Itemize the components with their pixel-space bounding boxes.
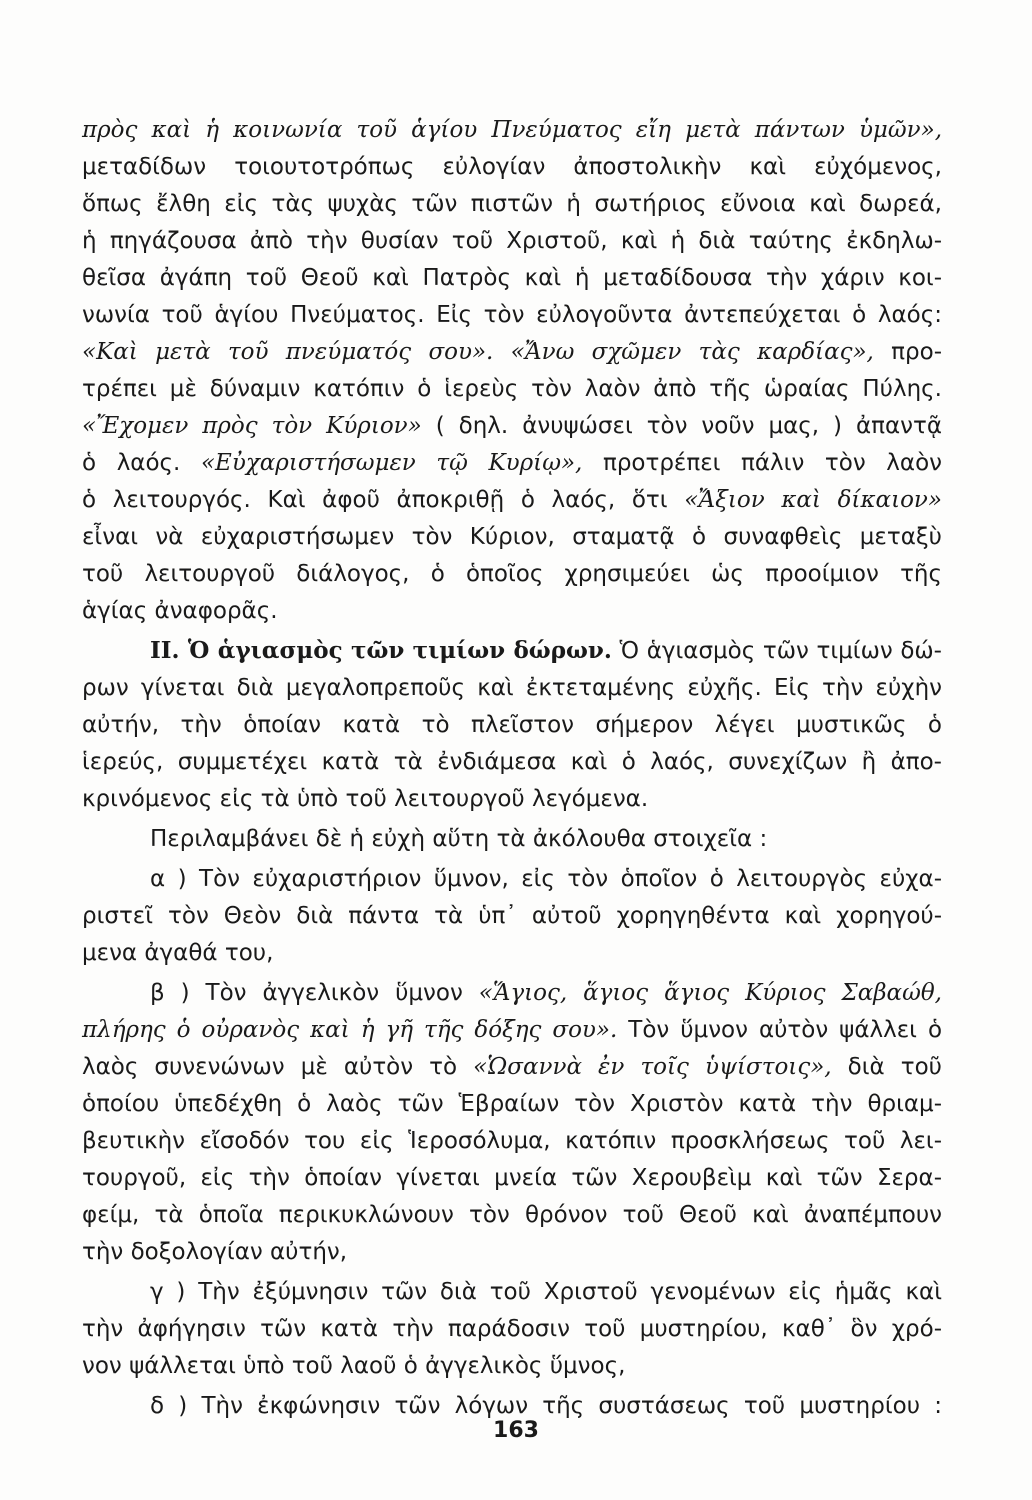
text-line: κρινόμενος εἰς τὰ ὑπὸ τοῦ λειτουργοῦ λεγόμενα. xyxy=(82,786,649,812)
text-line: βευτικὴν εἴσοδόν του εἰς Ἱεροσόλυμα, κατόπιν προσκλήσεως τοῦ λει- xyxy=(82,1128,942,1154)
text-line: αὐτήν, τὴν ὁποίαν κατὰ τὸ πλεῖστον σήμερον λέγει μυστικῶς ὁ xyxy=(82,712,942,738)
list-item-a: α ) Τὸν εὐχαριστήριον ὕμνον, εἰς τὸν ὁποῖον ὁ λειτουργὸς εὐχα- xyxy=(150,866,942,892)
list-item-c: γ ) Τὴν ἐξύμνησιν τῶν διὰ τοῦ Χριστοῦ γενομένων εἰς ἡμᾶς καὶ xyxy=(150,1279,942,1305)
text-line: ἡ πηγάζουσα ἀπὸ τὴν θυσίαν τοῦ Χριστοῦ, καὶ ἡ διὰ ταύτης ἐκδηλω- xyxy=(82,228,942,254)
text-line: ρων γίνεται διὰ μεγαλοπρεποῦς καὶ ἐκτεταμένης εὐχῆς. Εἰς τὴν εὐχὴν xyxy=(82,675,942,701)
text-line: ὁποίου ὑπεδέχθη ὁ λαὸς τῶν Ἑβραίων τὸν Χριστὸν κατὰ τὴν θριαμ- xyxy=(82,1091,942,1117)
text-line: «Ἔχομεν πρὸς τὸν Κύριον» ( δηλ. ἀνυψώσει τὸν νοῦν μας, ) ἀπαντᾷ xyxy=(82,413,942,439)
text-line: τουργοῦ, εἰς τὴν ὁποίαν γίνεται μνεία τῶν Χερουβεὶμ καὶ τῶν Σερα- xyxy=(82,1165,942,1191)
section-heading-line: ΙΙ. Ὁ ἁγιασμὸς τῶν τιμίων δώρων. Ὁ ἁγιασμὸς τῶν τιμίων δώ- xyxy=(150,637,942,664)
section-heading: ΙΙ. Ὁ ἁγιασμὸς τῶν τιμίων δώρων. xyxy=(150,637,612,664)
text-line: φείμ, τὰ ὁποῖα περικυκλώνουν τὸν θρόνον τοῦ Θεοῦ καὶ ἀναπέμπουν xyxy=(82,1202,942,1228)
text-line: «Καὶ μετὰ τοῦ πνεύματός σου». «Ἄνω σχῶμεν τὰς καρδίας», προ- xyxy=(82,339,942,365)
text-line: νωνία τοῦ ἁγίου Πνεύματος. Εἰς τὸν εὐλογοῦντα ἀντεπεύχεται ὁ λαός: xyxy=(82,302,942,328)
text-line: εἶναι νὰ εὐχαριστήσωμεν τὸν Κύριον, σταματᾷ ὁ συναφθεὶς μεταξὺ xyxy=(82,524,942,550)
text-line: ἁγίας ἀναφορᾶς. xyxy=(82,598,278,624)
text-line: ἱερεύς, συμμετέχει κατὰ τὰ ἐνδιάμεσα καὶ ὁ λαός, συνεχίζων ἢ ἀπο- xyxy=(82,749,942,775)
text-line: νον ψάλλεται ὑπὸ τοῦ λαοῦ ὁ ἀγγελικὸς ὕμνος, xyxy=(82,1353,626,1379)
text-line: τοῦ λειτουργοῦ διάλογος, ὁ ὁποῖος χρησιμεύει ὡς προοίμιον τῆς xyxy=(82,561,942,587)
text-line: πρὸς καὶ ἡ κοινωνία τοῦ ἁγίου Πνεύματος εἴη μετὰ πάντων ὑμῶν», xyxy=(82,117,942,143)
text-line: τὴν δοξολογίαν αὐτήν, xyxy=(82,1239,348,1265)
text-line: μενα ἀγαθά του, xyxy=(82,940,274,966)
text-line: θεῖσα ἀγάπη τοῦ Θεοῦ καὶ Πατρὸς καὶ ἡ μεταδίδουσα τὴν χάριν κοι- xyxy=(82,265,942,291)
text-line: πλήρης ὁ οὐρανὸς καὶ ἡ γῆ τῆς δόξης σου». Τὸν ὕμνον αὐτὸν ψάλλει ὁ xyxy=(82,1017,943,1043)
text-line: ὁ λαός. «Εὐχαριστήσωμεν τῷ Κυρίῳ», προτρέπει πάλιν τὸν λαὸν xyxy=(82,450,942,476)
page-number: 163 xyxy=(493,1418,539,1443)
text-line: τρέπει μὲ δύναμιν κατόπιν ὁ ἱερεὺς τὸν λαὸν ἀπὸ τῆς ὡραίας Πύλης. xyxy=(82,376,942,402)
list-item-b: β ) Τὸν ἀγγελικὸν ὕμνον «Ἅγιος, ἅγιος ἅγιος Κύριος Σαβαώθ, xyxy=(150,980,942,1006)
list-item-d: δ ) Τὴν ἐκφώνησιν τῶν λόγων τῆς συστάσεως τοῦ μυστηρίου : xyxy=(150,1393,942,1419)
text-line: ὅπως ἔλθη εἰς τὰς ψυχὰς τῶν πιστῶν ἡ σωτήριος εὔνοια καὶ δωρεά, xyxy=(82,191,942,217)
text-line: λαὸς συνενώνων μὲ αὐτὸν τὸ «Ὡσαννὰ ἐν τοῖς ὑψίστοις», διὰ τοῦ xyxy=(82,1054,942,1080)
text-line: ὁ λειτουργός. Καὶ ἀφοῦ ἀποκριθῇ ὁ λαός, ὅτι «Ἄξιον καὶ δίκαιον» xyxy=(82,487,942,513)
text-line: Περιλαμβάνει δὲ ἡ εὐχὴ αὕτη τὰ ἀκόλουθα στοιχεῖα : xyxy=(150,826,768,852)
text-line: μεταδίδων τοιουτοτρόπως εὐλογίαν ἀποστολικὴν καὶ εὐχόμενος, xyxy=(82,154,942,180)
text-line: τὴν ἀφήγησιν τῶν κατὰ τὴν παράδοσιν τοῦ μυστηρίου, καθ᾽ ὃν χρό- xyxy=(82,1316,942,1342)
text-line: ριστεῖ τὸν Θεὸν διὰ πάντα τὰ ὑπ᾽ αὐτοῦ χορηγηθέντα καὶ χορηγού- xyxy=(82,903,942,929)
